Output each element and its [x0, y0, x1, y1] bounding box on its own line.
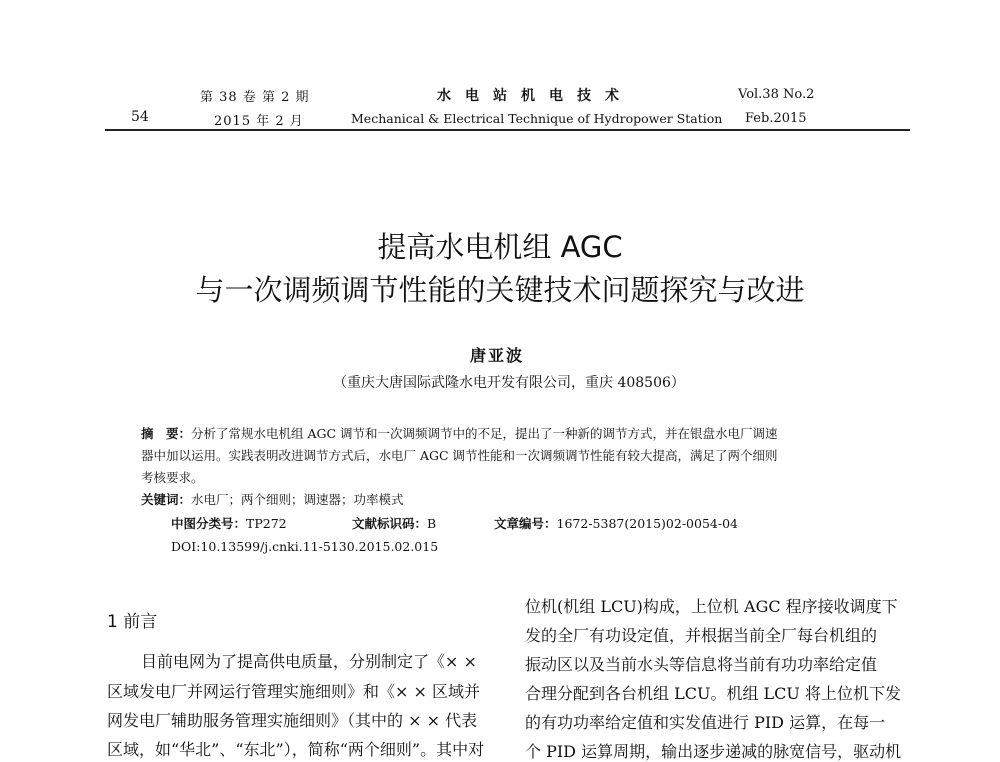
- right-body-line-2: 发的全厂有功设定值，并根据当前全厂每台机组的: [525, 626, 878, 645]
- right-body-line-3: 振动区以及当前水头等信息将当前有功功率给定值: [525, 655, 878, 674]
- article-no-label: 文章编号：: [494, 516, 557, 531]
- paper-title-line-1: 提高水电机组 AGC: [377, 230, 623, 264]
- article-number: [494, 513, 738, 535]
- abstract-line-2: 器中加以运用。实践表明改进调节方式后，水电厂 AGC 调节性能和一次调频调节性能有较大提高，满足了两个细则: [141, 448, 778, 463]
- right-body-line-6: 个 PID 运算周期，输出逐步递减的脉宽信号，驱动机: [525, 742, 902, 761]
- left-body-line-4: 区域，如“华北”、“东北”），简称“两个细则”。其中对: [107, 740, 485, 759]
- keywords-text: 水电厂；两个细则；调速器；功率模式: [191, 492, 404, 507]
- right-body-line-4: 合理分配到各台机组 LCU。机组 LCU 将上位机下发: [525, 684, 901, 703]
- paper-title-line-2: 与一次调频调节性能的关键技术问题探究与改进: [195, 273, 805, 307]
- volume-issue-cn: 第 38 卷 第 2 期: [200, 90, 310, 105]
- journal-name-cn: 水电站机电技术: [437, 88, 633, 104]
- classification-number: [171, 513, 287, 535]
- doc-code-value: B: [427, 516, 437, 531]
- author-name: 唐亚波: [470, 346, 525, 365]
- left-body-line-1: 目前电网为了提高供电质量，分别制定了《× ×: [141, 652, 477, 671]
- abstract-line-3: 考核要求。: [141, 470, 204, 485]
- page-number: 54: [131, 109, 149, 125]
- header-rule: [105, 129, 910, 131]
- publication-date-en: Feb.2015: [745, 111, 807, 126]
- doc-code-label: 文献标识码：: [352, 516, 428, 531]
- clc-value: TP272: [246, 516, 287, 531]
- keywords-line: [141, 489, 404, 511]
- author-affiliation: （重庆大唐国际武隆水电开发有限公司，重庆 408506）: [333, 375, 685, 391]
- volume-issue-en: Vol.38 No.2: [738, 87, 815, 102]
- doi: DOI:10.13599/j.cnki.11-5130.2015.02.015: [171, 539, 439, 554]
- right-body-line-5: 的有功功率给定值和实发值进行 PID 运算，在每一: [525, 713, 886, 732]
- left-body-line-3: 网发电厂辅助服务管理实施细则》（其中的 × × 代表: [107, 711, 478, 730]
- clc-label: 中图分类号：: [171, 516, 247, 531]
- abstract-line-1: [141, 423, 778, 445]
- document-code: [352, 513, 436, 535]
- keywords-label: 关键词：: [141, 492, 192, 507]
- journal-name-en: Mechanical & Electrical Technique of Hydropower Station: [351, 111, 723, 126]
- left-body-line-2: 区域发电厂并网运行管理实施细则》和《× × 区域并: [107, 682, 480, 701]
- article-no-value: 1672-5387(2015)02-0054-04: [556, 516, 738, 531]
- abstract-text-1: 分析了常规水电机组 AGC 调节和一次调频调节中的不足，提出了一种新的调节方式，并在银盘水电厂调速: [191, 426, 778, 441]
- right-body-line-1: 位机(机组 LCU)构成，上位机 AGC 程序接收调度下: [525, 597, 898, 616]
- abstract-label: 摘 要：: [141, 426, 192, 441]
- section-1-title: 1 前言: [107, 612, 158, 632]
- publication-date-cn: 2015 年 2 月: [214, 114, 304, 129]
